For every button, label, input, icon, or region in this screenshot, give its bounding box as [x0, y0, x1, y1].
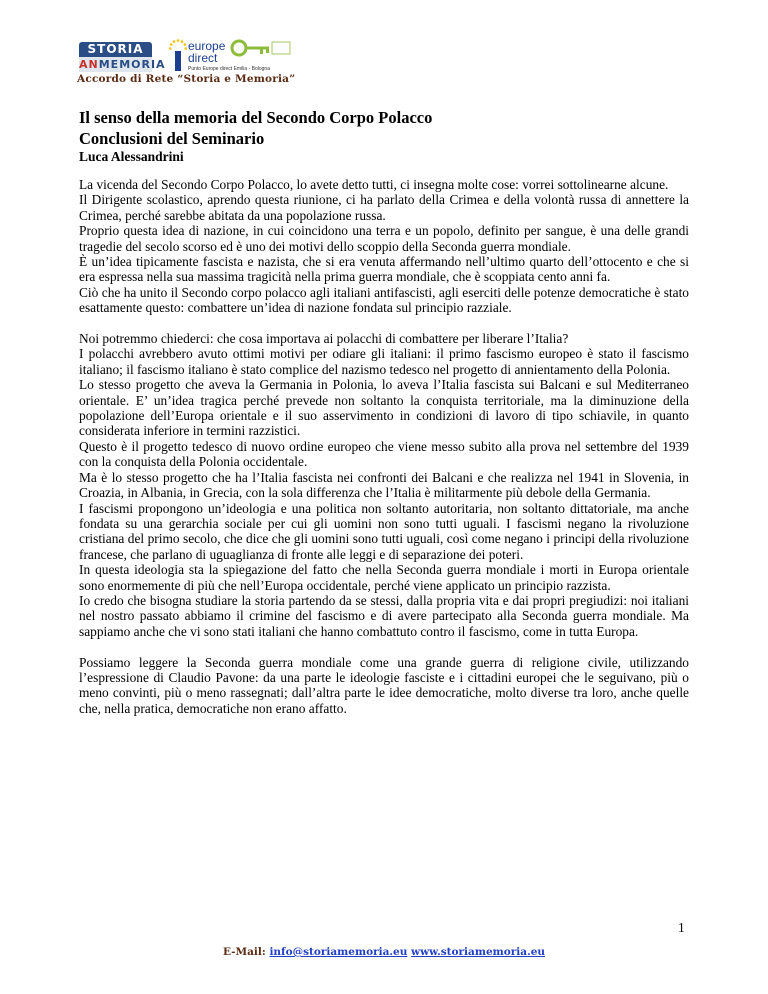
logo-storia-bottom-text: ANMEMORIA	[79, 58, 166, 71]
paragraph: Proprio questa idea di nazione, in cui coincidono una terra e un popolo, definito per sangue, è una delle grandi tragedie del secolo scorso ed è uno dei motivi dello scoppio della Seconda guerra mondiale.	[79, 223, 689, 254]
paragraph: Ciò che ha unito il Secondo corpo polacco agli italiani antifascisti, agli eserciti delle potenze democratiche è stato esattamente questo: combattere un’idea di nazione fondata sul principio razziale.	[79, 284, 689, 316]
paragraph: È un’idea tipicamente fascista e nazista, che si era venuta affermando nell’ultimo quarto dell’ottocento e che si era espressa nella sua massima tragicità nella prima guerra mondiale, che è scoppiata cento anni fa.	[79, 254, 689, 285]
paragraph: I polacchi avrebbero avuto ottimi motivi per odiare gli italiani: il primo fascismo europeo è stato il fascismo italiano; il fascismo italiano è stato complice del nazismo tedesco nel progetto di annientamento della Polonia.	[79, 346, 689, 377]
paragraph: Ma è lo stesso progetto che ha l’Italia fascista nei confronti dei Balcani e che realizza nel 1941 in Slovenia, in Croazia, in Albania, in Grecia, con la sola differenza che l’Italia è militarmente più debole della Germania.	[79, 469, 689, 501]
footer-email-link[interactable]: info@storiamemoria.eu	[269, 946, 408, 958]
paragraph: Questo è il progetto tedesco di nuovo ordine europeo che viene messo subito alla prova nel settembre del 1939 con la conquista della Polonia occidentale.	[79, 438, 689, 470]
paragraph: Il Dirigente scolastico, aprendo questa riunione, ci ha parlato della Crimea e della volontà russa di annettere la Crimea, perché sarebbe abitata da una popolazione russa.	[79, 192, 689, 223]
page-number: 1	[678, 920, 685, 935]
document-body	[79, 177, 689, 716]
paragraph: Io credo che bisogna studiare la storia partendo da se stessi, dalla propria vita e dai propri pregiudizi: noi italiani nel nostro passato abbiamo il crimine del fascismo e di avere partecipato alla Seconda guerra mondiale. Ma sappiamo anche che vi sono stati italiani che hanno combattuto contro il fascismo, come in tutta Europa.	[79, 592, 689, 639]
logo-storia-top-text: STORIA	[87, 42, 144, 56]
paragraph: In questa ideologia sta la spiegazione del fatto che nella Seconda guerra mondiale i morti in Europa orientale sono enormemente di più che nell’Europa occidentale, perché viene applicato un principio razzista.	[79, 562, 689, 593]
footer-website-link[interactable]: www.storiamemoria.eu	[411, 946, 546, 958]
footer-contact	[0, 946, 768, 958]
logo-ed-direct-text: direct	[188, 51, 218, 65]
paragraph: Lo stesso progetto che aveva la Germania in Polonia, lo aveva l’Italia fascista sui Balcani e sul Mediterraneo orientale. E’ un’idea tragica perché prevede non soltanto la conquista territoriale, ma la diminuzione della popolazione dell’Europa orientale e il suo asservimento in condizioni di lavoro di tipo schiavile, in quanto considerata inferiore in termini razzistici.	[79, 377, 689, 439]
storia-e-memoria-logo	[79, 42, 166, 72]
logo-ed-europe-text: europe	[188, 39, 226, 53]
paragraph: La vicenda del Secondo Corpo Polacco, lo avete detto tutti, ci insegna molte cose: vorrei sottolinearne alcune.	[79, 177, 669, 192]
logo-ed-subtitle: Punto Europe direct Emilia - Bologna	[188, 66, 270, 72]
network-title: Accordo di Rete “Storia e Memoria”	[77, 73, 296, 85]
document-subtitle: Conclusioni del Seminario	[79, 129, 265, 148]
paragraph: Possiamo leggere la Seconda guerra mondiale come una grande guerra di religione civile, utilizzando l’espressione di Claudio Pavone: da una parte le ideologie fasciste e i cittadini europei che le seguivano, più o meno convinti, più o meno rassegnati; dall’altra parte le idee democratiche, molto diverse tra loro, anche quelle che, nella pratica, democratiche non erano affatto.	[79, 654, 689, 716]
paragraph: Noi potremmo chiederci: che cosa importava ai polacchi di combattere per liberare l’Italia?	[79, 331, 569, 347]
key-logo-icon	[230, 38, 292, 58]
paragraph: I fascismi propongono un’ideologia e una politica non soltanto autoritaria, non soltanto dittatoriale, ma anche fondata su una gerarchia sociale per cui gli uomini non sono tutti uguali. I fascismi negano la rivoluzione cristiana del primo secolo, che dice che gli uomini sono tutti uguali, così come negano i principi della rivoluzione francese, che parlano di uguaglianza di fronte alle leggi e di separazione dei poteri.	[79, 500, 689, 562]
document-title: Il senso della memoria del Secondo Corpo Polacco	[79, 108, 433, 127]
document-author: Luca Alessandrini	[79, 149, 184, 164]
europe-direct-logo	[166, 34, 336, 76]
europe-direct-i-icon	[166, 38, 190, 72]
footer-email-label: E-Mail:	[222, 946, 266, 958]
